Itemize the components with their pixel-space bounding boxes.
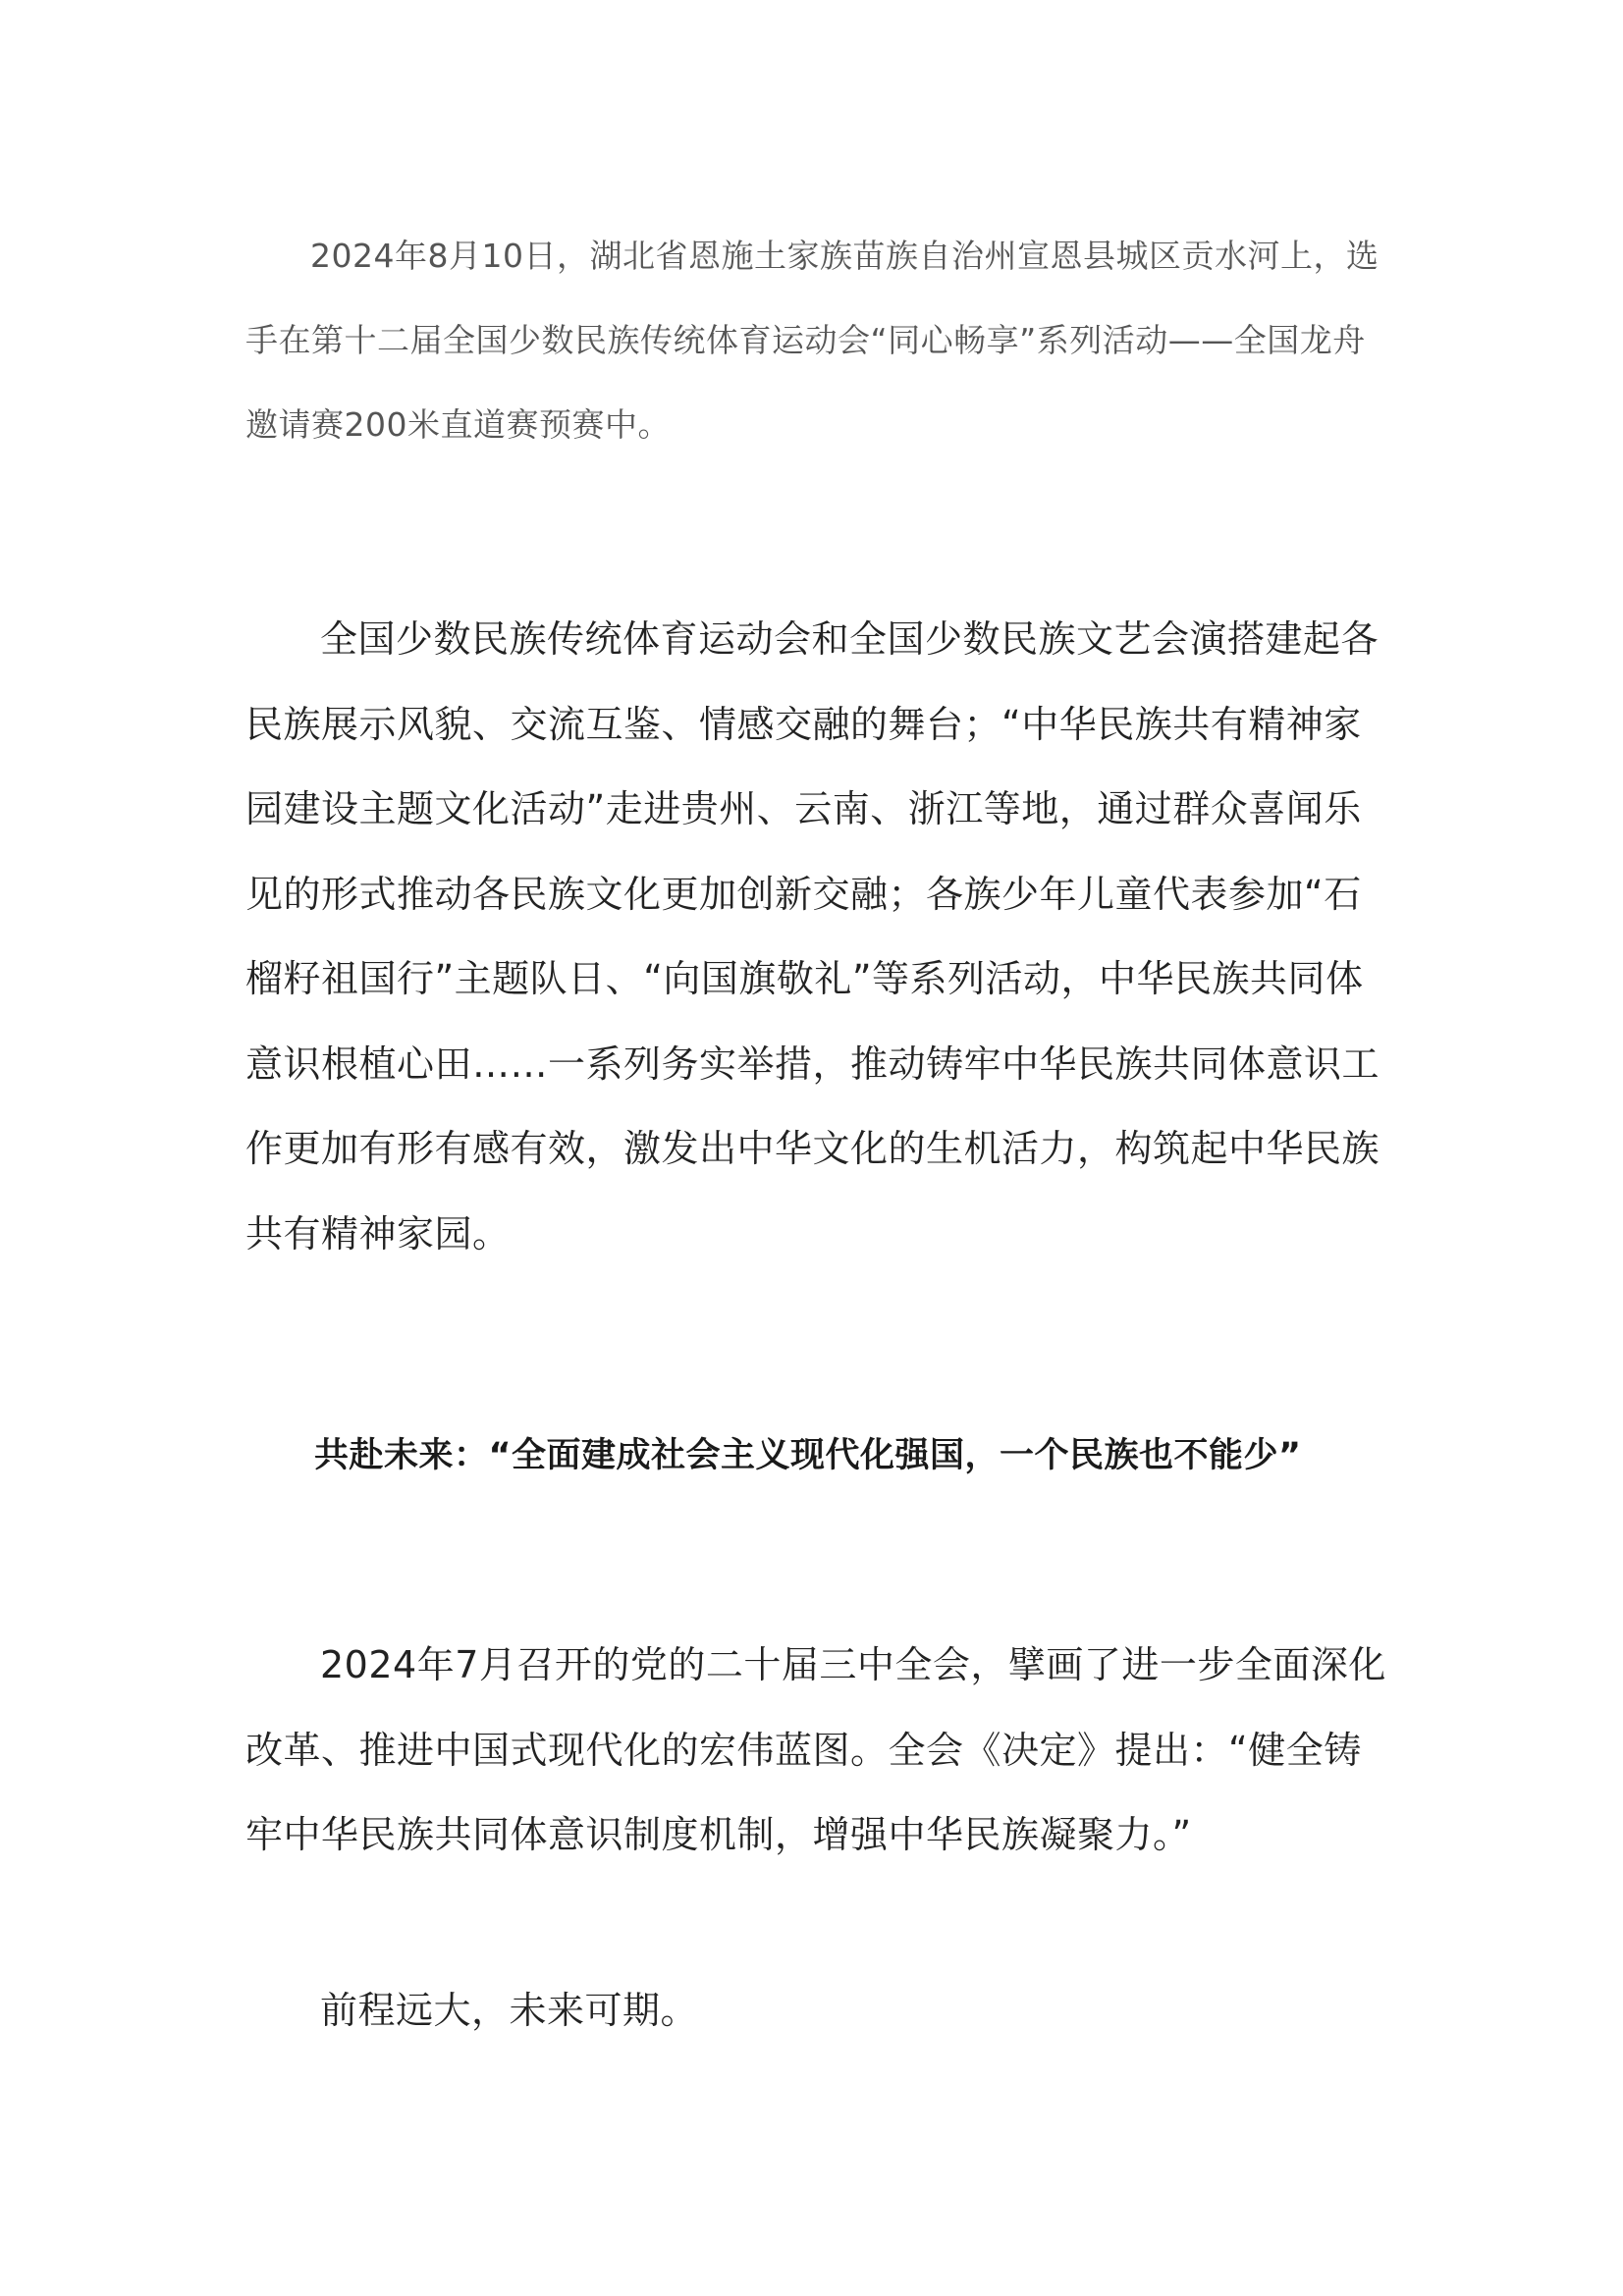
body-paragraph-3: 前程远大，未来可期。 (320, 1989, 699, 2032)
photo-caption: 2024年8月10日，湖北省恩施土家族苗族自治州宣恩县城区贡水河上，选手在第十二届全国少数民族传统体育运动会“同心畅享”系列活动——全国龙舟邀请赛200米直道赛预赛中。 (245, 237, 1380, 444)
body-paragraph-1: 全国少数民族传统体育运动会和全国少数民族文艺会演搭建起各民族展示风貌、交流互鉴、情感交融的舞台；“中华民族共有精神家园建设主题文化活动”走进贵州、云南、浙江等地，通过群众喜闻乐见的形式推动各民族文化更加创新交融；各族少年儿童代表参加“石榴籽祖国行”主题队日、“向国旗敬礼”等系列活动，中华民族共同体意识根植心田……一系列务实举措，推动铸牢中华民族共同体意识工作更加有形有感有效，激发出中华文化的生机活力，构筑起中华民族共有精神家园。 (245, 617, 1380, 1255)
body-paragraph-2: 2024年7月召开的党的二十届三中全会，擘画了进一步全面深化改革、推进中国式现代化的宏伟蓝图。全会《决定》提出：“健全铸牢中华民族共同体意识制度机制，增强中华民族凝聚力。” (245, 1643, 1386, 1856)
section-heading: 共赴未来：“全面建成社会主义现代化强国，一个民族也不能少” (314, 1436, 1302, 1475)
